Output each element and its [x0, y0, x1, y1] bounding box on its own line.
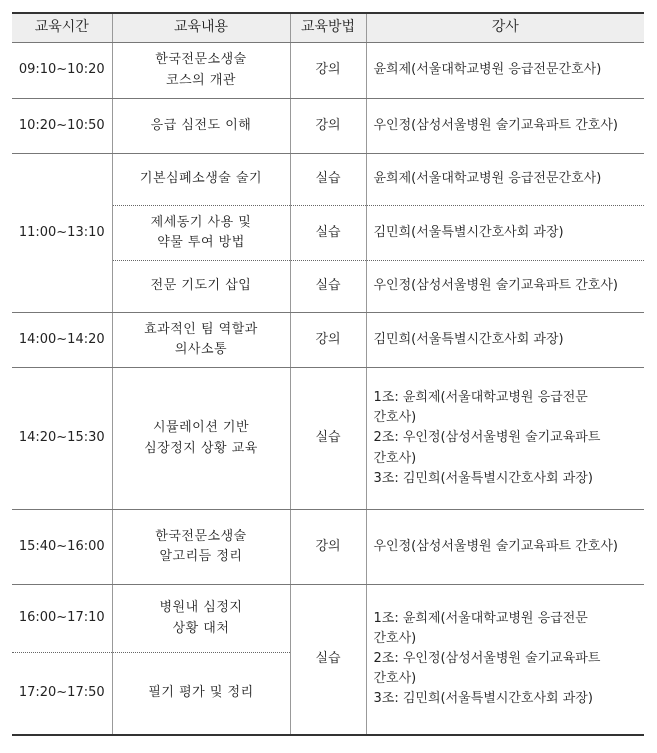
instructor-line: 간호사) [373, 671, 417, 687]
time-cell: 16:00~17:10 [12, 585, 112, 653]
instructor-line: 간호사) [373, 631, 417, 647]
method-cell: 실습 [290, 261, 366, 313]
instructor-cell [366, 313, 644, 368]
method-cell: 강의 [290, 313, 366, 368]
header-time: 교육시간 [12, 13, 112, 43]
content-line: 코스의 개관 [166, 72, 236, 88]
content-line: 전문 기도기 삽입 [150, 278, 252, 294]
content-cell [112, 99, 290, 154]
schedule-table [12, 12, 644, 736]
instructor-line: 1조: 윤희제(서울대학교병원 응급전문 [373, 390, 588, 406]
content-line: 알고리듬 정리 [159, 549, 243, 564]
content-line: 기본심폐소생술 술기 [139, 171, 263, 187]
instructor-line: 1조: 윤희제(서울대학교병원 응급전문 [373, 610, 588, 626]
instructor-line: 김민희(서울특별시간호사회 과장) [373, 331, 564, 347]
content-cell [112, 154, 290, 206]
header-row [12, 13, 644, 43]
content-cell [112, 43, 290, 99]
instructor-line: 우인정(삼성서울병원 술기교육파트 간호사) [373, 117, 618, 133]
instructor-line: 2조: 우인정(삼성서울병원 술기교육파트 [373, 430, 601, 446]
time-cell: 11:00~13:10 [12, 154, 112, 313]
header-content: 교육내용 [112, 13, 290, 43]
method-cell: 실습 [290, 368, 366, 510]
time-cell: 15:40~16:00 [12, 510, 112, 585]
content-cell [112, 368, 290, 510]
instructor-line: 우인정(삼성서울병원 술기교육파트 간호사) [373, 538, 618, 554]
content-line: 제세동기 사용 및 [150, 214, 252, 230]
instructor-cell [366, 43, 644, 99]
method-cell: 실습 [290, 154, 366, 206]
instructor-line: 김민희(서울특별시간호사회 과장) [373, 224, 564, 240]
content-cell [112, 510, 290, 585]
content-line: 효과적인 팀 역할과 [144, 321, 258, 337]
instructor-line: 우인정(삼성서울병원 술기교육파트 간호사) [373, 278, 618, 294]
content-line: 필기 평가 및 정리 [148, 685, 254, 701]
instructor-line: 윤희제(서울대학교병원 응급전문간호사) [373, 62, 602, 78]
table-row [12, 99, 644, 154]
content-line: 의사소통 [174, 342, 228, 357]
table-row [12, 510, 644, 585]
instructor-cell [366, 585, 644, 735]
method-cell: 강의 [290, 510, 366, 585]
content-line: 시뮬레이션 기반 [152, 420, 250, 436]
instructor-line: 2조: 우인정(삼성서울병원 술기교육파트 [373, 651, 601, 667]
instructor-cell [366, 99, 644, 154]
method-cell: 강의 [290, 43, 366, 99]
instructor-cell [366, 154, 644, 206]
table-row [12, 368, 644, 510]
content-line: 상황 대처 [172, 620, 230, 636]
instructor-line: 3조: 김민희(서울특별시간호사회 과장) [373, 691, 593, 707]
time-cell: 10:20~10:50 [12, 99, 112, 154]
instructor-line: 윤희제(서울대학교병원 응급전문간호사) [373, 171, 602, 187]
table-row [12, 154, 644, 206]
table-row [12, 313, 644, 368]
time-cell: 17:20~17:50 [12, 653, 112, 735]
instructor-line: 간호사) [373, 410, 417, 426]
instructor-line: 간호사) [373, 450, 417, 466]
content-cell [112, 585, 290, 653]
content-cell [112, 313, 290, 368]
instructor-cell [366, 510, 644, 585]
method-cell: 실습 [290, 206, 366, 261]
time-cell: 14:20~15:30 [12, 368, 112, 510]
content-line: 약물 투여 방법 [157, 235, 245, 250]
header-instructor: 강사 [366, 13, 644, 43]
instructor-cell [366, 368, 644, 510]
content-line: 병원내 심정지 [159, 600, 243, 616]
method-cell: 강의 [290, 99, 366, 154]
table-row [12, 585, 644, 653]
content-line: 심장정지 상황 교육 [144, 440, 258, 456]
content-line: 한국전문소생술 [155, 52, 247, 68]
time-cell: 14:00~14:20 [12, 313, 112, 368]
content-cell [112, 653, 290, 735]
table-row [12, 43, 644, 99]
content-line: 응급 심전도 이해 [150, 117, 252, 133]
method-cell: 실습 [290, 585, 366, 735]
instructor-cell [366, 206, 644, 261]
header-method: 교육방법 [290, 13, 366, 43]
instructor-cell [366, 261, 644, 313]
instructor-line: 3조: 김민희(서울특별시간호사회 과장) [373, 470, 593, 486]
time-cell: 09:10~10:20 [12, 43, 112, 99]
content-cell [112, 261, 290, 313]
content-line: 한국전문소생술 [155, 528, 247, 544]
content-cell [112, 206, 290, 261]
